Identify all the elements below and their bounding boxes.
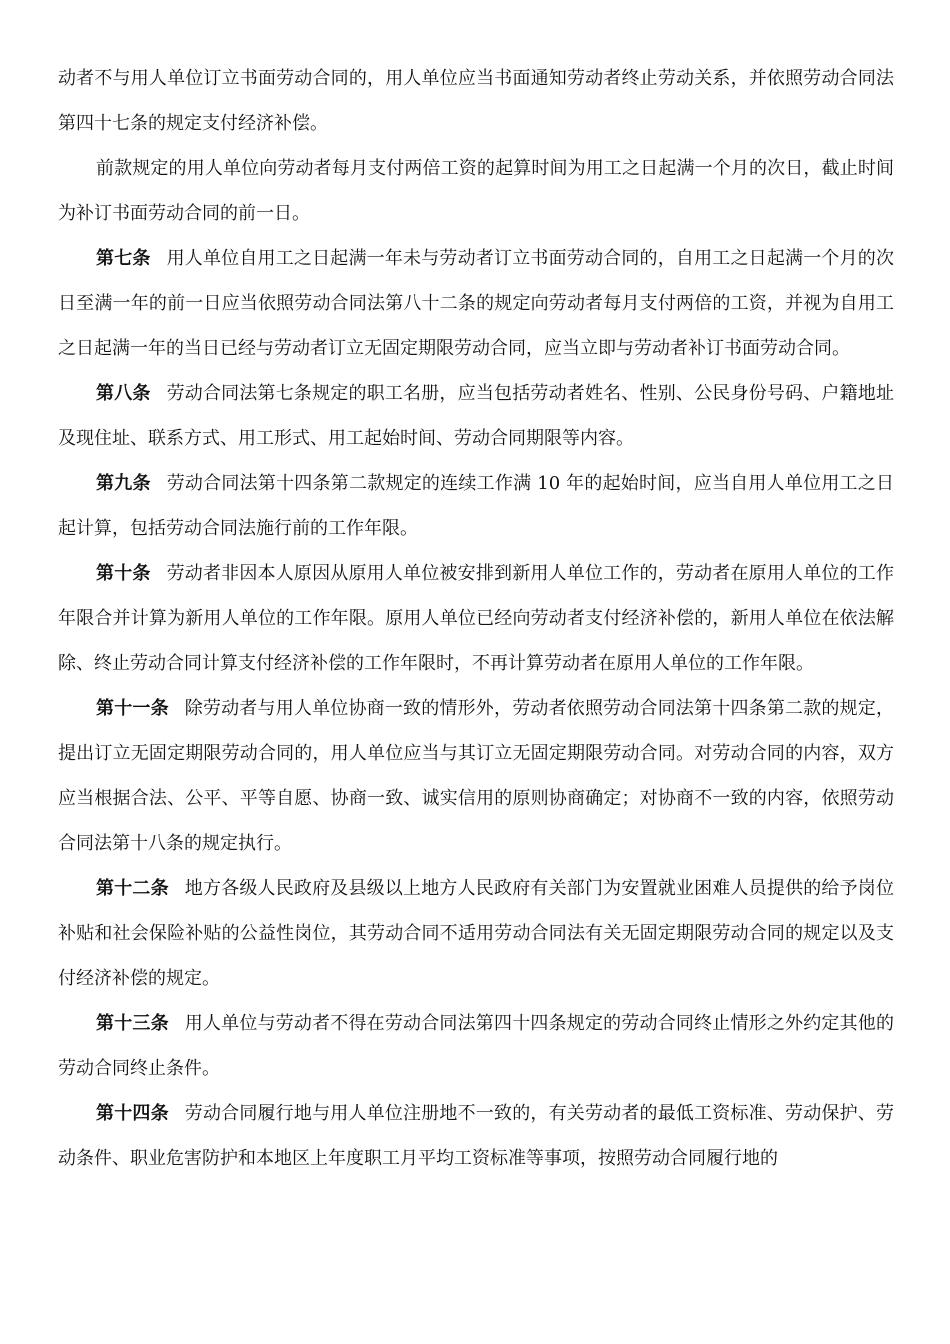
article-text: 地方各级人民政府及县级以上地方人民政府有关部门为安置就业困难人员提供的给予岗位补贴和社会保险补贴的公益性岗位，其劳动合同不适用劳动合同法有关无固定期限劳动合同的规定以及支付经济补偿的规定。 [58,878,894,989]
article-text: 用人单位自用工之日起满一年未与劳动者订立书面劳动合同的，自用工之日起满一个月的次日至满一年的前一日应当依照劳动合同法第八十二条的规定向劳动者每月支付两倍的工资，并视为自用工之日起满一年的当日已经与劳动者订立无固定期限劳动合同，应当立即与劳动者补订书面劳动合同。 [58,248,895,359]
paragraph-text: 前款规定的用人单位向劳动者每月支付两倍工资的起算时间为用工之日起满一个月的次日，截止时间为补订书面劳动合同的前一日。 [58,158,894,224]
article-9 [58,461,894,551]
article-text: 除劳动者与用人单位协商一致的情形外，劳动者依照劳动合同法第十四条第二款的规定，提出订立无固定期限劳动合同的，用人单位应当与其订立无固定期限劳动合同。对劳动合同的内容，双方应当根据合法、公平、平等自愿、协商一致、诚实信用的原则协商确定；对协商不一致的内容，依照劳动合同法第十八条的规定执行。 [58,698,894,854]
article-12 [58,866,894,1001]
article-13 [58,1001,894,1091]
article-number: 第十三条 [96,1013,169,1034]
article-text: 用人单位与劳动者不得在劳动合同法第四十四条规定的劳动合同终止情形之外约定其他的劳动合同终止条件。 [58,1013,894,1079]
article-number: 第十二条 [96,878,169,899]
paragraph-preceding-clause [58,146,894,236]
article-10 [58,551,894,686]
article-number: 第七条 [96,248,151,269]
article-number: 第九条 [96,473,151,494]
article-text: 劳动合同履行地与用人单位注册地不一致的，有关劳动者的最低工资标准、劳动保护、劳动条件、职业危害防护和本地区上年度职工月平均工资标准等事项，按照劳动合同履行地的 [58,1103,894,1169]
article-8 [58,371,894,461]
article-text: 劳动者非因本人原因从原用人单位被安排到新用人单位工作的，劳动者在原用人单位的工作年限合并计算为新用人单位的工作年限。原用人单位已经向劳动者支付经济补偿的，新用人单位在依法解除、终止劳动合同计算支付经济补偿的工作年限时，不再计算劳动者在原用人单位的工作年限。 [58,563,895,674]
article-number: 第八条 [96,383,151,404]
article-7 [58,236,894,371]
article-number: 第十一条 [96,698,169,719]
article-text: 劳动合同法第七条规定的职工名册，应当包括劳动者姓名、性别、公民身份号码、户籍地址及现住址、联系方式、用工形式、用工起始时间、劳动合同期限等内容。 [58,383,895,449]
paragraph-text: 动者不与用人单位订立书面劳动合同的，用人单位应当书面通知劳动者终止劳动关系，并依照劳动合同法第四十七条的规定支付经济补偿。 [58,68,894,134]
paragraph-continuation [58,56,894,146]
article-11 [58,686,894,866]
article-number: 第十条 [96,563,151,584]
article-text: 劳动合同法第十四条第二款规定的连续工作满 10 年的起始时间，应当自用人单位用工之日起计算，包括劳动合同法施行前的工作年限。 [58,473,895,539]
article-number: 第十四条 [96,1103,169,1124]
document-page [58,56,894,1181]
article-14 [58,1091,894,1181]
